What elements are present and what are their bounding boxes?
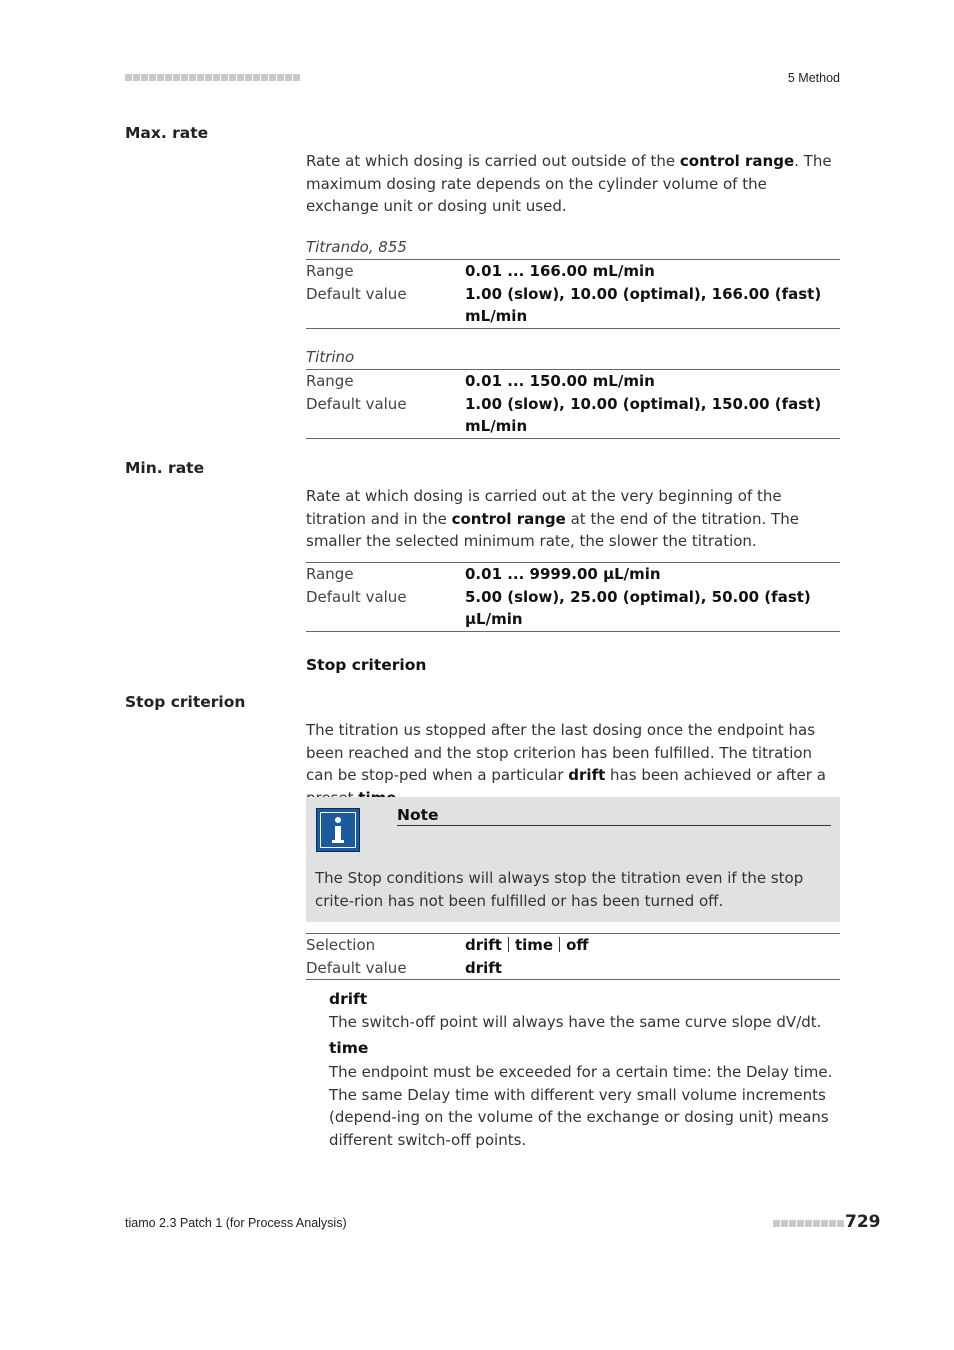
param-value: 0.01 ... 9999.00 µL/min <box>465 565 661 583</box>
footer-decoration <box>773 1220 844 1227</box>
option-name-time: time <box>329 1039 369 1057</box>
note-text: The Stop conditions will always stop the titration even if the stop crite-rion has not been fulfilled or has been turned off. <box>315 869 804 910</box>
param-table-titrino <box>306 369 840 439</box>
header-decoration <box>125 74 300 81</box>
param-row-default <box>306 393 840 438</box>
param-value: drift <box>465 958 502 977</box>
param-row-default <box>306 283 840 328</box>
param-row-range <box>306 563 840 586</box>
param-key: Selection <box>306 936 376 954</box>
param-key: Default value <box>306 587 407 606</box>
param-key: Range <box>306 565 354 583</box>
param-row-range <box>306 370 840 393</box>
param-key: Default value <box>306 394 407 413</box>
param-value: 5.00 (slow), 25.00 (optimal), 50.00 (fast) µL/min <box>465 587 811 628</box>
group-label-titrino: Titrino <box>306 348 355 366</box>
param-row-default <box>306 957 840 980</box>
option-desc-time: The endpoint must be exceeded for a certain time: the Delay time. The same Delay time with different very small volume increments (depend-ing on the volume of the exchange or dosing unit) means different switch-off points. <box>329 1063 833 1149</box>
chapter-label: 5 Method <box>787 71 840 85</box>
min-rate-title: Min. rate <box>125 459 205 477</box>
info-icon <box>316 808 360 852</box>
param-table-stop-criterion <box>306 933 840 980</box>
param-value: drift time off <box>465 936 589 954</box>
note-title: Note <box>397 806 831 826</box>
param-value: 1.00 (slow), 10.00 (optimal), 150.00 (fast) mL/min <box>465 394 822 435</box>
param-key: Default value <box>306 958 407 977</box>
max-rate-title: Max. rate <box>125 124 209 142</box>
footer-product: tiamo 2.3 Patch 1 (for Process Analysis) <box>125 1216 347 1230</box>
param-row-range <box>306 260 840 283</box>
param-value: 0.01 ... 166.00 mL/min <box>465 262 655 280</box>
param-value: 1.00 (slow), 10.00 (optimal), 166.00 (fast) mL/min <box>465 284 822 325</box>
param-key: Range <box>306 372 354 390</box>
param-row-default <box>306 586 840 631</box>
param-value: 0.01 ... 150.00 mL/min <box>465 372 655 390</box>
stop-criterion-description: The titration us stopped after the last dosing once the endpoint has been reached and the stop criterion has been fulfilled. The titration can be stop-ped when a particular drift has been achieved or after a <box>306 721 826 784</box>
group-label-titrando: Titrando, 855 <box>306 238 407 256</box>
param-key: Range <box>306 262 354 280</box>
stop-criterion-subheading: Stop criterion <box>306 656 427 674</box>
option-desc-drift: The switch-off point will always have the same curve slope dV/dt. <box>329 1013 822 1031</box>
param-row-selection <box>306 934 840 957</box>
param-table-titrando <box>306 259 840 329</box>
min-rate-description: Rate at which dosing is carried out at the very beginning of the titration and in the control range at the end of the titration. The smaller the selected minimum rate, the slower the titration. <box>306 487 799 550</box>
page-number: 729 <box>845 1212 881 1232</box>
param-key: Default value <box>306 284 407 303</box>
param-table-min-rate <box>306 562 840 632</box>
stop-criterion-title: Stop criterion <box>125 693 246 711</box>
max-rate-description: Rate at which dosing is carried out outside of the control range. The maximum dosing rate depends on the cylinder volume of the exchange unit or dosing unit used. <box>306 152 832 215</box>
option-name-drift: drift <box>329 990 368 1008</box>
note-box <box>306 797 840 922</box>
